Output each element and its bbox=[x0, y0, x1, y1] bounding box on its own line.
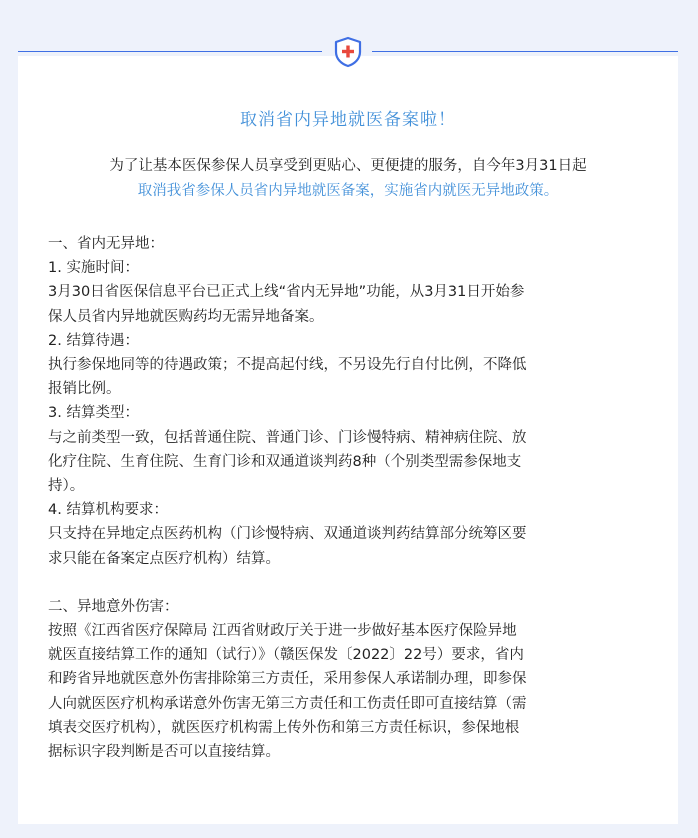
paragraph-line: 3. 结算类型： bbox=[48, 405, 139, 422]
paragraph-line: 和跨省异地就医意外伤害排除第三方责任，采用参保人承诺制办理，即参保 bbox=[48, 671, 527, 688]
paragraph-line: 保人员省内异地就医购药均无需异地备案。 bbox=[48, 308, 324, 325]
paragraph-line: 1. 实施时间： bbox=[48, 260, 139, 277]
paragraph-line: 2. 结算待遇： bbox=[48, 332, 139, 349]
paragraph-line: 4. 结算机构要求： bbox=[48, 502, 168, 519]
intro-line-1: 为了让基本医保参保人员享受到更贴心、更便捷的服务，自今年3月31日起 bbox=[109, 158, 587, 174]
article-body bbox=[48, 232, 648, 764]
medical-shield-icon bbox=[333, 36, 363, 68]
section-1-heading: 一、省内无异地： bbox=[48, 236, 164, 252]
page-title: 取消省内异地就医备案啦！ bbox=[240, 110, 456, 130]
paragraph-line: 填表交医疗机构），就医医疗机构需上传外伤和第三方责任标识，参保地根 bbox=[48, 719, 520, 736]
paragraph-line: 3月30日省医保信息平台已正式上线“省内无异地”功能，从3月31日开始参 bbox=[48, 284, 525, 301]
paragraph-line: 只支持在异地定点医药机构（门诊慢特病、双通道谈判药结算部分统筹区要 bbox=[48, 526, 527, 543]
paragraph-line: 持）。 bbox=[48, 478, 85, 495]
header-divider-left bbox=[18, 51, 322, 52]
paragraph-line: 就医直接结算工作的通知（试行）》（赣医保发〔2022〕22号）要求，省内 bbox=[48, 647, 524, 664]
paragraph-line: 报销比例。 bbox=[48, 381, 121, 398]
header-divider-right bbox=[372, 51, 678, 52]
paragraph-line: 化疗住院、生育住院、生育门诊和双通道谈判药8种（个别类型需参保地支 bbox=[48, 453, 522, 470]
paragraph-line: 据标识字段判断是否可以直接结算。 bbox=[48, 744, 280, 761]
intro-line-2-highlight: 取消我省参保人员省内异地就医备案，实施省内就医无异地政策。 bbox=[137, 183, 559, 199]
paragraph-line: 求只能在备案定点医疗机构）结算。 bbox=[48, 550, 280, 567]
section-gap bbox=[48, 571, 648, 595]
section-2-heading: 二、异地意外伤害： bbox=[48, 598, 179, 615]
paragraph-line: 执行参保地同等的待遇政策；不提高起付线，不另设先行自付比例，不降低 bbox=[48, 357, 527, 374]
paragraph-line: 与之前类型一致，包括普通住院、普通门诊、门诊慢特病、精神病住院、放 bbox=[48, 429, 527, 446]
paragraph-line: 人向就医医疗机构承诺意外伤害无第三方责任和工伤责任即可直接结算（需 bbox=[48, 695, 527, 712]
paragraph-line: 按照《江西省医疗保障局 江西省财政厅关于进一步做好基本医疗保险异地 bbox=[48, 623, 517, 640]
